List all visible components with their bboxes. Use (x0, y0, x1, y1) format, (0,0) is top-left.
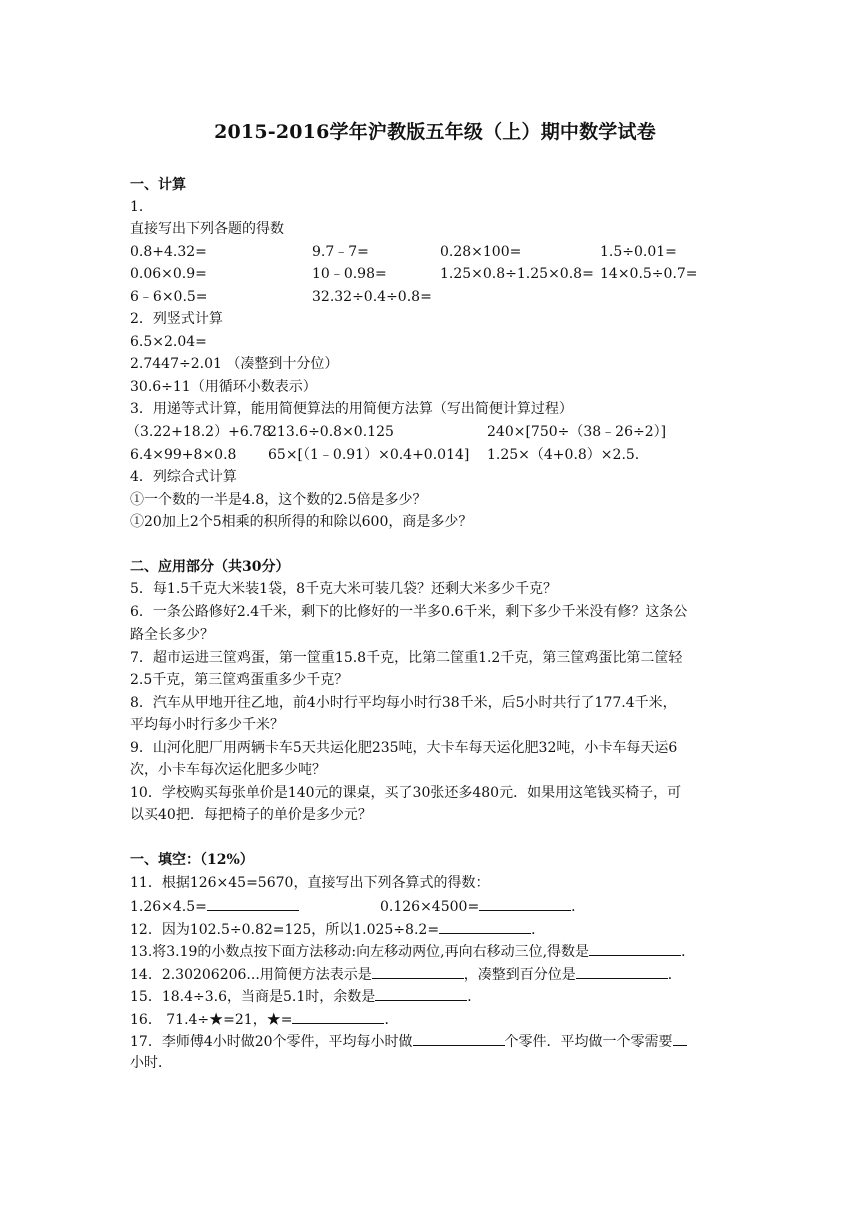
section-heading-fill-in: 一、填空：（12%） (130, 852, 254, 868)
question-1-number: 1． (130, 199, 153, 215)
question-3-item: 240×[750÷（38﹣26÷2）] (487, 424, 667, 440)
question-9-line: 9．山河化肥厂用两辆卡车5天共运化肥235吨，大卡车每天运化肥32吨，小卡车每天运6 (130, 740, 678, 756)
mental-math-item: 9.7﹣7= (312, 244, 369, 260)
question-4-item: ①20加上2个5相乘的积所得的和除以600，商是多少？ (130, 514, 473, 530)
punctuation: ． (571, 899, 586, 915)
question-11-row (130, 895, 740, 915)
mental-math-item: 1.5÷0.01= (600, 244, 677, 260)
section-heading-application: 二、应用部分（共30分） (130, 559, 290, 575)
answer-blank[interactable] (439, 918, 531, 934)
question-6-line: 路全长多少？ (130, 627, 214, 643)
question-6-line: 6．一条公路修好2.4千米，剩下的比修好的一半多0.6千米，剩下多少千米没有修？这条公 (130, 604, 688, 620)
question-15-text: 15．18.4÷3.6，当商是5.1时，余数是 (130, 989, 376, 1005)
question-2-item: 2.7447÷2.01 （凑整到十分位） (130, 356, 339, 372)
answer-blank[interactable] (576, 963, 668, 979)
question-16-text: 16． 71.4÷★=21，★= (130, 1012, 293, 1028)
question-14-text: ，凑整到百分位是 (463, 967, 576, 983)
mental-math-row (130, 287, 740, 307)
question-13-text: 13.将3.19的小数点按下面方法移动:向左移动两位,再向右移动三位,得数是 (130, 944, 590, 960)
answer-blank[interactable] (673, 1030, 687, 1046)
mental-math-item: 0.06×0.9= (130, 266, 207, 282)
answer-blank[interactable] (207, 895, 299, 911)
page-title: 2015-2016学年沪教版五年级（上）期中数学试卷 (214, 121, 656, 143)
answer-blank[interactable] (372, 963, 464, 979)
question-9-line: 次，小卡车每次运化肥多少吨？ (130, 762, 326, 778)
question-14-text: 14．2.30206206...用简便方法表示是 (130, 967, 372, 983)
question-1-instruction: 直接写出下列各题的得数 (130, 221, 284, 237)
question-13 (130, 940, 695, 960)
question-2-item: 30.6÷11（用循环小数表示） (130, 379, 317, 395)
mental-math-item: 14×0.5÷0.7= (600, 266, 698, 282)
question-12 (130, 918, 545, 938)
question-11b: 0.126×4500= (380, 899, 480, 915)
question-14 (130, 963, 682, 983)
question-11a: 1.26×4.5= (130, 899, 207, 915)
question-4-heading: 4．列综合式计算 (130, 469, 237, 485)
question-3-heading: 3．用递等式计算，能用简便算法的用简便方法算（写出简便计算过程） (130, 401, 573, 417)
mental-math-item: 1.25×0.8÷1.25×0.8= (440, 266, 594, 282)
question-16 (130, 1008, 398, 1028)
answer-blank[interactable] (589, 940, 681, 956)
question-3-item: 213.6÷0.8×0.125 (268, 424, 394, 440)
question-11-text: 11．根据126×45=5670，直接写出下列各算式的得数： (130, 875, 490, 891)
question-3-row (130, 445, 740, 465)
question-17-text: 17．李师傅4小时做20个零件，平均每小时做 (130, 1034, 413, 1050)
punctuation: ． (467, 989, 482, 1005)
question-3-item: （3.22+18.2）+6.78 (126, 424, 271, 440)
question-10-line: 以买40把．每把椅子的单价是多少元？ (130, 807, 372, 823)
question-7-line: 7．超市运进三筐鸡蛋，第一筐重15.8千克，比第二筐重1.2千克，第三筐鸡蛋比第二筐轻 (130, 650, 683, 666)
punctuation: ． (384, 1012, 399, 1028)
question-12-text: 12．因为102.5÷0.82=125，所以1.025÷8.2= (130, 922, 440, 938)
answer-blank[interactable] (413, 1030, 505, 1046)
question-2-heading: 2．列竖式计算 (130, 311, 223, 327)
mental-math-item: 32.32÷0.4÷0.8= (312, 289, 432, 305)
question-3-row (126, 422, 740, 442)
mental-math-item: 0.8+4.32= (130, 244, 207, 260)
question-2-item: 6.5×2.04= (130, 334, 207, 350)
question-8-line: 平均每小时行多少千米？ (130, 717, 284, 733)
answer-blank[interactable] (479, 895, 571, 911)
question-17-continued: 小时． (130, 1055, 172, 1071)
question-17-text: 个零件．平均做一个零需要 (504, 1034, 673, 1050)
question-4-item: ①一个数的一半是4.8，这个数的2.5倍是多少？ (130, 492, 427, 508)
answer-blank[interactable] (292, 1008, 384, 1024)
question-3-item: 6.4×99+8×0.8 (130, 447, 237, 463)
question-17 (130, 1030, 687, 1050)
section-heading-calculation: 一、计算 (130, 177, 186, 193)
question-7-line: 2.5千克，第三筐鸡蛋重多少千克？ (130, 672, 349, 688)
answer-blank[interactable] (375, 985, 467, 1001)
punctuation: ． (531, 922, 546, 938)
mental-math-row (130, 264, 740, 284)
mental-math-row (130, 242, 740, 262)
mental-math-item: 6﹣6×0.5= (130, 289, 208, 305)
mental-math-item: 0.28×100= (440, 244, 522, 260)
question-3-item: 65×[（1﹣0.91）×0.4+0.014] (268, 447, 470, 463)
punctuation: ． (681, 944, 696, 960)
question-3-item: 1.25×（4+0.8）×2.5. (487, 447, 640, 463)
question-8-line: 8．汽车从甲地开往乙地，前4小时行平均每小时行38千米，后5小时共行了177.4千米， (130, 695, 677, 711)
question-10-line: 10．学校购买每张单价是140元的课桌，买了30张还多480元．如果用这笔钱买椅子，可 (130, 785, 682, 801)
question-5: 5．每1.5千克大米装1袋，8千克大米可装几袋？还剩大米多少千克？ (130, 581, 557, 597)
question-15 (130, 985, 481, 1005)
mental-math-item: 10﹣0.98= (312, 266, 387, 282)
punctuation: ． (667, 967, 682, 983)
